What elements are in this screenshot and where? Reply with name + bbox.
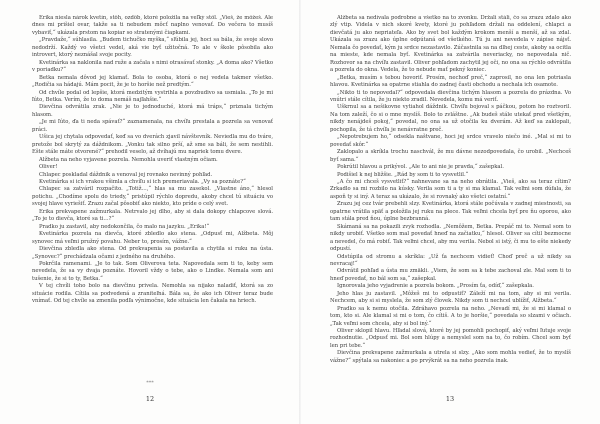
paragraph: Pradko sa k nemu otočila. Zdráhavo pozrela na neho. „Nevadí mi, že si mi klamal o tom, kto si. Ale klamal si mi o tom, čo cítiš. A to je horšie,“ povedala so slzami v očiach. „Tak veľmi som chcela, aby si bol iný.“ <box>330 305 571 327</box>
paragraph: Od chvíle podal od lepšie, ktorá medzitým vystrihla a povzbudivo sa usmiala. „To je mi ľúto, Betka. Verím, že to doma nemáš najľahšie.“ <box>32 89 273 103</box>
paragraph: Oliver! <box>39 164 58 171</box>
paragraph: Podišiel k nej bližšie. „Rád by som ti to vysvetlil.“ <box>337 171 469 178</box>
right-page <box>300 0 600 424</box>
paragraph: Alžbeta na neho vyjavene pozrela. Nemohla uveriť vlastným očiam. <box>39 156 218 163</box>
paragraph: V tej chvíli toho bolo na dievčinu privela. Nemohla sa nijako naladiť, ktorá sa zo situácie rodila. Cítila sa podvedená a zraniteľná. Bála sa, že ako ich Oliver teraz bude vnímať. Od tej chvíle sa zmenila podľa výnimočne, kde situácia len čakala na hriech. <box>32 283 273 305</box>
paragraph: Zaklopalo a skríkla trochu naschvál, že mu dávne nezodpovedala, čo urobil. „Nechceš byť sama.“ <box>330 149 571 163</box>
paragraph: Odvrátil pohľad a ústa mu zmäkli. „Viem, že som sa k tebe zachoval zle. Mal som ti to hneď povedať, no bál som sa,“ zašepkal. <box>330 268 571 282</box>
page-number-left: 12 <box>145 395 155 403</box>
paragraph: Jeho hlas ju zastavil. „Môžeš mi to odpustiť? Záleží mi na tom, aby si mi verila. Nechcem, aby si si myslela, že som zlý človek. Nikdy som ti nechcel ublížiť, Alžbeta.“ <box>330 290 571 305</box>
paragraph: Betka nemala dôvod jej klamať. Bola to osoba, ktorá o nej vedela takmer všetko. „Rodičia sa hádajú. Mám pocit, že je to horšie než predtým.“ <box>32 74 273 89</box>
paragraph: Erika prekvapene zažmurkala. Netrvalo jej dlho, aby si dala dokopy chlapcove slová. „To je to dievča, ktoré sa ti…?“ <box>32 208 273 223</box>
paragraph: Kvetinárka sa naklonila nad ruže a začala s nimi otrasávať stonky. „A doma ako? Všetko v poriadku?“ <box>32 59 273 74</box>
paragraph: Kvetinárka pozrela na dievča, ktoré zbledlo ako stena. „Odpusť mi, Alžbeta. Môj synovec má veľmi pružný povahu. Neber to, prosím, vážne.“ <box>32 231 273 245</box>
paragraph: Ignorovala jeho vyjadrenie a pozrela bokom. „Prosím ťa, odíď,“ zašepkala. <box>337 283 534 290</box>
paragraph: Ušica jej chytala odpovedať, keď sa vo dverách zjavil návštevník. Neviedla mu do tváre, pretože bol skrytý za dáždnikom. „Vonku tak silno prší, až sme sa báli, že sem nestihli. Ešte stále máte otvorené?“ prehodil veselo, až dvíhajú mu napriek tomu dvere. <box>32 134 273 156</box>
paragraph: „Nepotrebujem ho,“ odsekla naštvane, hoci jej srdce vravelo niečo iné. „Mal si mi to povedať skôr.“ <box>330 134 571 148</box>
paragraph: Uškrnul sa a nešikovne vytiahol dáždnik. Chvíľu bojoval s páčkou, potom ho roztvoril. Na tom zaleží, čo si o mne myslíš. Bolo to zvláštne. „Ak budeš stále utekať pred všetkým, nikdy nenájdeš pokoj,“ povedal, no ona sa už otočila ku dverám. Až keď sa zaklopali, pochopila, že tá chvíľa je nenávratne preč. <box>330 104 571 133</box>
paragraph: Chlapec sa zatváril rozpačito. „Totiž…,“ hlas sa mu zasekol. „Vlastne áno,“ hlesol potichu. „Chodíme spolu do triedy,“ pristúpil rýchlo dopredu, akoby chcel tú situáciu vo svojej hlave vyriešiť. Zrazu začal pôsobiť ako niekto, kto príde o celý svet. <box>32 186 273 208</box>
paragraph: Skámaná sa na pokazili zvyk rozhodla. „Nemôžem, Betka. Prepáč mi to. Nemal som to nikdy urobiť. Všetko som mal povedať hneď na začiatku,“ hlesol. Oliver sa cítil bezmocne a nevedel, čo má robiť. Tak veľmi chcel, aby mu verila. Nebol si istý, či mu to ešte niekedy odpustí. <box>330 223 571 253</box>
paragraph: Pradko ju zastavil, aby nedokončila, čo malo na jazyku. „Erika!“ <box>39 223 210 230</box>
paragraph: Dievčina zbledla ako stena. Od prekvapenia sa postavila a chytila si ruku na ústa. „Synovec?“ prechádzala očami z jedného na druhého. <box>32 246 273 260</box>
paragraph: Oliver sklopil hlavu. Hľadal slová, ktoré by jej pomohli pochopiť, aký veľmi ľutuje svoje rozhodnutie. „Odpusť mi. Bol som hlúpy a nemyslel som na to, čo robím. Chcel som byť len pri tebe.“ <box>330 328 571 349</box>
paragraph: „Betka, musím s tebou hovoriť. Prosím, nechoď preč,“ zaprosil, no ona len potriasla hlavou. Kvetinárka sa opatrne stiahla do zadnej časti obchodu a nechala ich osamote. <box>330 74 571 89</box>
paragraph: Alžbeta sa nedívala podrobne a všetko na to zvonku. Držali stáli, čo sa zrazu zdalo ako zlý vtip. Videla v nich skoré kvety, ktoré ju pohľadom držali na oddelení, chlapci a dievčatá ju ako nepriateľa. Ako by svet bol každým krokom menší a menší, až sa zdal. Ukázala sa zrazu ako úplne odpútaná od všetkého. Tú ju ani nevedela v zápise nájsť. Nemala čo povedať, kým ju srdce nezastavilo. Zúčastnila sa na dlhej ceste, akoby sa ocitla na mieste, kde nemala byť. Kvetinárka sa zatvárila neveriacky, no nepovedala nič. Rozhovor sa na chvíľu zastavil. Oliver pohľadom zachytil jej oči, no ona sa rýchlo odvrátila a pozrela do okna. Vedela, že to nebude mať pekný koniec. <box>330 15 571 74</box>
paragraph: Erika niesla nárok kvetín, stôh, ozdôb, ktoré položila na veľký stôl. „Vieš, že môžeš. Ale dnes mi prišiel ovar, takže sa ti nebudem môcť naplno venovať. Do večera to musíš vybaviť,“ ukázala prstom na kopiar so stratenými čiapkami. <box>32 15 273 36</box>
paragraph: Odstúpila od stromu a skríkla: „Už ťa nechcem vidieť! Choď preč a už nikdy sa nevracaj!“ <box>330 253 571 267</box>
paragraph: Pokrútil hlavou a prikývol. „Ale to ani nie je pravda,“ zašepkal. <box>337 164 504 171</box>
right-page-text <box>330 15 571 373</box>
section-break-ornament: *** <box>146 380 154 386</box>
left-page-text <box>32 15 273 373</box>
paragraph: Pokrčila ramenami. „Je to tak. Som Oliverova teta. Napovedala sem ti to, keby sem nevedela, že sa vy dvaja poznáte. Hovoril vždy o tebe, ako o Lindke. Nemala som ani tušenie, že si to ty, Betka.“ <box>32 260 273 282</box>
paragraph: Dievčina odvrátila zrak. „Nie je to jednoduché, ktorá má tráps,“ priznala tichým hlasom. <box>32 104 273 118</box>
paragraph: „Pravdaže,“ súhlasila. „Budem tichučko myška,“ sľúbila jej, hoci sa bála, že svoje slovo nedodrží. Každý vo všetci vedel, aká vie byť užitočná. To ale v škole pôsobila ako introvert, ktorý neznášal svoje pocity. <box>32 37 273 59</box>
paragraph: „Je mi ľúto, ďa ti neda spávať?“ zaznamenala, na chvíľu prestala a pozrela sa venovať práci. <box>32 119 273 133</box>
paragraph: Kvetinárka si ich vrakou všimla a chvíľu si ich premeriavala. „Vy sa poznáte?“ <box>39 178 246 185</box>
paragraph: „Nikto ti to nepovedal?“ odpovedala dievčina tichým hlasom a pozrela do prázdna. Vo vnútri stále cítila, že ju niekto zradil. Nevedela, komu má veriť. <box>330 89 571 103</box>
paragraph: Chlapec poskladal dáždnik a venoval jej rovnako nevinný pohľad. <box>39 171 213 178</box>
paragraph: Dievčina prekvapene zažmurkala a utrela si slzy. „Ako som mohla vedieť, že to myslíš vážne?“ spýtala sa nakoniec a po prvýkrát sa na neho pozrela inak. <box>330 350 571 364</box>
paragraph: Zrazu jej cez tvár prebehli slzy. Kvetinárka, ktorá stále počúvala v zadnej miestnosti, sa opatrne vrátila späť a položila jej ruku na plece. Tak veľmi chcela byť pre ňu oporou, ako tam stála pred ňou, úplne bezbranná. <box>330 201 571 223</box>
page-number-right: 13 <box>445 395 455 403</box>
paragraph: „A čo mi chceš vysvetliť?“ nahnevane sa na neho obrátila. „Vieš, ako sa teraz cítim? Zrkadlo sa mi rozbilo na kúsky. Verila som ti a ty si ma klamal. Tak veľmi som dúfala, že aspoň ty si iný. A teraz sa ukázalo, že si rovnaký ako všetci ostatní.“ <box>330 178 571 200</box>
